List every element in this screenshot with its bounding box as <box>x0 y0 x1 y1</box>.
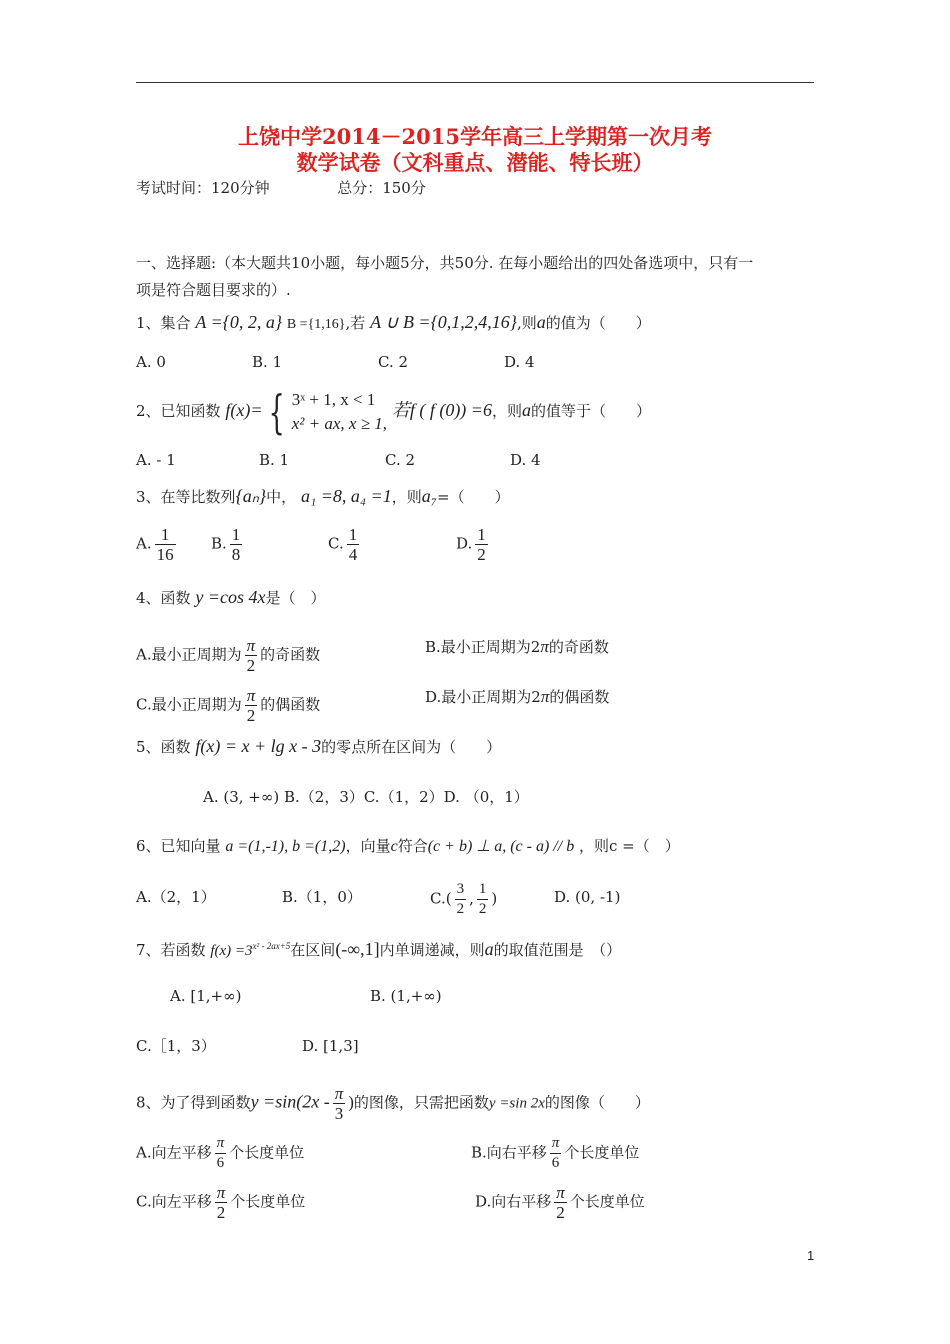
numerator: π <box>215 1134 227 1154</box>
question-text: 在等比数列 <box>160 488 236 506</box>
question-number: 7、 <box>136 941 161 959</box>
option-text: 的奇函数 <box>548 638 609 656</box>
numerator: π <box>216 1183 226 1202</box>
option-text: 个长度单位 <box>564 1143 640 1162</box>
math-expression: y =sin 2x <box>488 1095 545 1112</box>
math-variable: c <box>390 838 398 855</box>
numerator: 3 <box>455 880 467 900</box>
question-text: 符合 <box>397 837 428 855</box>
option-text: C.最小正周期为 <box>136 695 242 714</box>
question-text: 函数 <box>160 589 191 607</box>
question-1 <box>136 312 651 335</box>
q8-option-c <box>136 1183 305 1222</box>
piece-2: x² + ax, x ≥ 1, <box>291 414 388 433</box>
fraction <box>477 880 489 919</box>
math-expression: (c + b) ⊥ a, (c - a) // b <box>427 838 575 855</box>
fraction <box>245 686 258 725</box>
exam-title-line2: 数学试卷（文科重点、潜能、特长班） <box>296 150 654 175</box>
exam-info <box>136 178 426 198</box>
denominator: 2 <box>477 545 486 564</box>
q4-option-b <box>425 636 609 658</box>
option-text: 的奇函数 <box>260 645 321 664</box>
option-text: A.最小正周期为 <box>136 645 242 664</box>
exam-title-line1: 上饶中学2014－2015学年高三上学期第一次月考 <box>238 124 712 149</box>
math-expression: {aₙ} <box>235 486 267 506</box>
option-label: B. <box>211 534 227 553</box>
option-label: C. <box>430 889 446 908</box>
question-text: 的零点所在区间为（ ） <box>321 738 502 756</box>
math-expression: 若f ( f (0)) =6 <box>391 400 492 420</box>
math-variable: a <box>484 939 494 959</box>
q3-option-c <box>328 525 362 564</box>
option-text: 个长度单位 <box>569 1192 645 1211</box>
total-score: 总分：150分 <box>337 179 426 197</box>
q1-option-c: C. 2 <box>378 353 409 371</box>
question-2 <box>136 384 651 439</box>
q3-option-d <box>456 525 491 564</box>
question-text: 的取值范围是 （） <box>493 941 622 959</box>
question-text: 已知向量 <box>160 837 221 855</box>
question-5 <box>136 736 501 757</box>
math-expression: a₇ <box>421 486 438 506</box>
q8-option-b <box>471 1134 639 1173</box>
question-number: 8、 <box>136 1093 161 1112</box>
q5-options: A. (3, +∞) B.（2，3）C.（1，2）D. （0，1） <box>203 788 529 806</box>
q2-option-c: C. 2 <box>385 451 416 469</box>
denominator: 2 <box>216 1203 226 1222</box>
q2-option-a: A. - 1 <box>136 451 176 469</box>
numerator: π <box>334 1084 344 1103</box>
q4-option-d <box>425 686 609 708</box>
q3-option-b <box>211 525 245 564</box>
numerator: 1 <box>231 525 241 544</box>
piece-1: 3ˣ + 1, x < 1 <box>291 390 376 409</box>
math-expression: A ={0, 2, a} <box>195 312 283 332</box>
math-variable: a <box>521 400 531 420</box>
question-number: 3、 <box>136 488 161 506</box>
q6-option-d: D. (0, -1) <box>554 888 621 906</box>
numerator: 1 <box>348 525 358 544</box>
question-text: c =（ ） <box>608 837 680 855</box>
q3-option-a <box>136 525 179 564</box>
question-text: ，则 <box>491 402 522 420</box>
page-number: 1 <box>807 1248 815 1263</box>
question-text: 为了得到函数 <box>160 1093 251 1112</box>
question-text: 的图像，只需把函数 <box>353 1093 489 1112</box>
q2-option-b: B. 1 <box>259 451 290 469</box>
question-text: 是（ ） <box>265 589 326 607</box>
q6-option-c: C.( $\frac{3}{2}$ , $\frac{1}{2}$ ) <box>430 881 498 917</box>
denominator: 2 <box>456 901 465 917</box>
question-text: 集合 <box>160 314 191 332</box>
numerator: 1 <box>477 525 486 544</box>
option-text: B.最小正周期为2 <box>425 638 541 656</box>
q1-option-b: B. 1 <box>252 353 283 371</box>
question-text: ,则 <box>516 314 537 332</box>
denominator: 6 <box>216 1155 225 1171</box>
question-number: 1、 <box>136 314 161 332</box>
question-number: 5、 <box>136 738 161 756</box>
section-intro-line2: 项是符合题目要求的）. <box>136 281 291 299</box>
denominator: 2 <box>478 901 487 917</box>
fraction <box>550 1134 562 1173</box>
q7-option-d: D. [1,3] <box>302 1037 359 1055</box>
fraction <box>475 525 488 564</box>
option-label: D. <box>456 534 473 553</box>
math-expression: a =(1,-1), b =(1,2) <box>225 838 346 855</box>
question-text: 中， <box>266 488 297 506</box>
question-text: 的值为（ ） <box>545 314 651 332</box>
q8-option-a <box>136 1134 304 1173</box>
question-text: 若函数 <box>160 941 206 959</box>
q7-option-c: C.［1，3） <box>136 1037 216 1055</box>
piecewise-definition <box>292 388 387 436</box>
fraction <box>155 525 176 564</box>
option-text: C.向左平移 <box>136 1192 212 1211</box>
denominator: 8 <box>231 545 241 564</box>
option-text: D.向右平移 <box>475 1192 552 1211</box>
q7-option-b: B. (1,+∞) <box>370 987 442 1005</box>
math-expression: y =cos 4x <box>195 587 266 607</box>
option-text: B.向右平移 <box>471 1143 547 1162</box>
question-text: 的图像（ ） <box>544 1093 650 1112</box>
math-symbol: π <box>540 637 549 656</box>
section-intro-line1: 一、选择题:（本大题共10小题，每小题5分，共50分. 在每小题给出的四处备选项中，只有一 <box>136 254 754 272</box>
math-expression: a₁ =8, a₄ =1 <box>300 486 392 506</box>
question-text: 的值等于（ ） <box>530 402 651 420</box>
fraction <box>347 525 360 564</box>
numerator: 1 <box>477 880 489 900</box>
denominator: 2 <box>246 706 256 725</box>
fraction <box>245 636 258 675</box>
math-symbol: π <box>540 687 550 706</box>
math-expression: (-∞,1] <box>335 939 380 959</box>
fraction <box>215 1183 228 1222</box>
math-expression: A ∪ B ={0,1,2,4,16} <box>370 312 517 332</box>
numerator: π <box>246 686 256 705</box>
fraction <box>554 1183 567 1222</box>
math-expression: B ={1,16} <box>286 317 346 332</box>
fraction <box>455 880 467 919</box>
q1-option-d: D. 4 <box>504 353 535 371</box>
question-text: 内单调递减，则 <box>379 941 485 959</box>
exam-time: 考试时间：120分钟 <box>136 179 270 197</box>
q8-option-d <box>475 1183 645 1222</box>
numerator: π <box>246 636 256 655</box>
numerator: π <box>550 1134 562 1154</box>
numerator: π <box>556 1183 565 1202</box>
option-text: 的偶函数 <box>549 688 610 706</box>
header-rule <box>136 82 814 83</box>
option-label: C. <box>328 534 344 553</box>
question-text: 函数 <box>160 738 191 756</box>
option-text: D.最小正周期为2 <box>425 688 541 706</box>
numerator: 1 <box>155 525 176 545</box>
q4-option-a <box>136 636 320 675</box>
question-number: 2、 <box>136 402 161 420</box>
denominator: 4 <box>348 545 358 564</box>
fraction <box>333 1084 346 1123</box>
brace-symbol: { <box>269 385 286 439</box>
question-7 <box>136 936 621 961</box>
question-4 <box>136 587 325 608</box>
option-text: A.向左平移 <box>136 1143 212 1162</box>
denominator: 2 <box>246 656 256 675</box>
q4-option-c <box>136 686 320 725</box>
math-exponent: x² - 2ax+5 <box>252 941 291 951</box>
question-number: 6、 <box>136 837 161 855</box>
fraction <box>230 525 243 564</box>
question-8 <box>136 1084 650 1123</box>
fraction <box>215 1134 227 1173</box>
question-text: 已知函数 <box>160 402 221 420</box>
option-text: 个长度单位 <box>229 1143 305 1162</box>
q1-option-a: A. 0 <box>136 353 166 371</box>
option-label: A. <box>136 534 152 553</box>
option-text: 个长度单位 <box>230 1192 306 1211</box>
math-expression: ) <box>348 1092 354 1112</box>
q2-option-d: D. 4 <box>510 451 541 469</box>
question-text: =（ ） <box>437 488 510 506</box>
question-text: ，向量 <box>345 837 391 855</box>
question-3 <box>136 486 510 507</box>
question-text: ，则 <box>578 837 609 855</box>
q6-option-b: B.（1，0） <box>282 888 362 906</box>
denominator: 2 <box>556 1203 565 1222</box>
denominator: 16 <box>156 545 174 564</box>
q6-option-a: A.（2，1） <box>136 888 216 906</box>
math-expression: y =sin(2x - <box>250 1091 330 1112</box>
question-text: ,若 <box>345 314 366 332</box>
question-6 <box>136 836 680 857</box>
math-expression: f(x) = x + lg x - 3 <box>195 736 322 756</box>
denominator: 6 <box>551 1155 560 1171</box>
math-expression: f(x) =3 <box>210 943 253 959</box>
q7-option-a: A. [1,+∞) <box>170 987 242 1005</box>
question-text: 在区间 <box>290 941 336 959</box>
math-expression: f(x)= <box>225 400 263 420</box>
math-variable: a <box>536 312 546 332</box>
option-text: 的偶函数 <box>260 695 321 714</box>
question-text: ，则 <box>391 488 422 506</box>
question-number: 4、 <box>136 589 161 607</box>
denominator: 3 <box>334 1104 344 1123</box>
